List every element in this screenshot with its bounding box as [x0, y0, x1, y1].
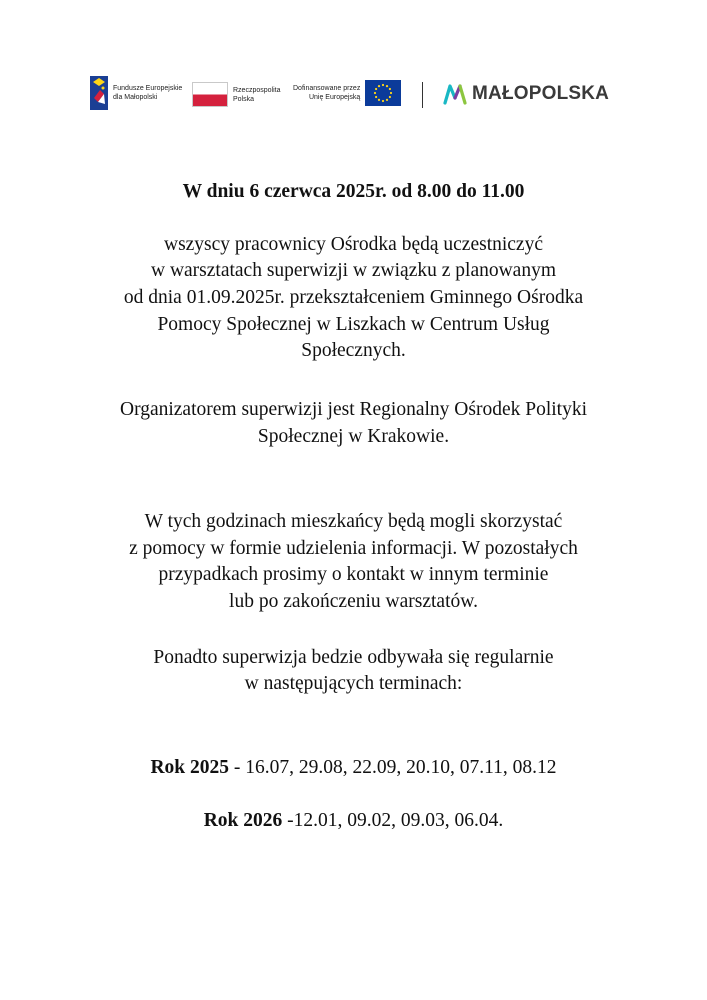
para1-line2: w warsztatach superwizji w związku z planowanym — [150, 260, 556, 281]
schedule-2026-label: Rok 2026 — [203, 810, 283, 831]
fe-logo-line2: dla Małopolski — [113, 94, 158, 101]
para1-line4: Pomocy Społecznej w Liszkach w Centrum Usług — [157, 314, 550, 335]
fe-logo-line1: Fundusze Europejskie — [113, 85, 183, 92]
schedule-2025-dates: - 16.07, 29.08, 22.09, 20.10, 07.11, 08.12 — [229, 757, 557, 778]
fundusze-europejskie-logo — [90, 76, 182, 110]
eu-flag-icon — [365, 80, 401, 106]
schedule-2025-label: Rok 2025 — [150, 757, 230, 778]
para2-line2: Społecznej w Krakowie. — [257, 426, 450, 447]
malopolska-logo-icon — [443, 82, 467, 106]
logo-bar — [88, 74, 628, 116]
rp-logo-line1: Rzeczpospolita — [233, 86, 281, 94]
schedule-2026 — [0, 809, 707, 833]
malopolska-wordmark: MAŁOPOLSKA — [472, 83, 610, 104]
para4-line2: w następujących terminach: — [244, 673, 463, 694]
para3-line4: lub po zakończeniu warsztatów. — [229, 591, 478, 612]
rzeczpospolita-polska-logo — [192, 82, 280, 107]
fundusze-europejskie-logo-icon — [90, 76, 108, 110]
para1-line3: od dnia 01.09.2025r. przekształceniem Gminnego Ośrodka — [123, 287, 584, 308]
schedule-2026-dates: -12.01, 09.02, 09.03, 06.04. — [282, 810, 504, 831]
para1-line1: wszyscy pracownicy Ośrodka będą uczestniczyć — [163, 234, 543, 255]
para3-line3: przypadkach prosimy o kontakt w innym terminie — [158, 564, 549, 585]
para1-line5: Społecznych. — [301, 340, 406, 361]
para3-line1: W tych godzinach mieszkańcy będą mogli skorzystać — [144, 511, 563, 532]
para3-line2: z pomocy w formie udzielenia informacji. W pozostałych — [129, 538, 578, 559]
rp-logo-line2: Polska — [233, 95, 255, 103]
para2-line1: Organizatorem superwizji jest Regionalny Ośrodek Polityki — [119, 399, 587, 420]
polish-flag-icon — [192, 82, 228, 107]
ue-logo-line1: Dofinansowane przez — [293, 85, 361, 92]
unia-europejska-logo — [293, 80, 401, 106]
para4-line1: Ponadto superwizja bedzie odbywała się regularnie — [153, 647, 554, 668]
notice-heading: W dniu 6 czerwca 2025r. od 8.00 do 11.00 — [182, 181, 525, 202]
schedule-2025 — [0, 756, 707, 780]
ue-logo-line2: Unię Europejską — [308, 94, 361, 101]
malopolska-logo — [443, 82, 609, 106]
logo-separator — [422, 82, 423, 108]
